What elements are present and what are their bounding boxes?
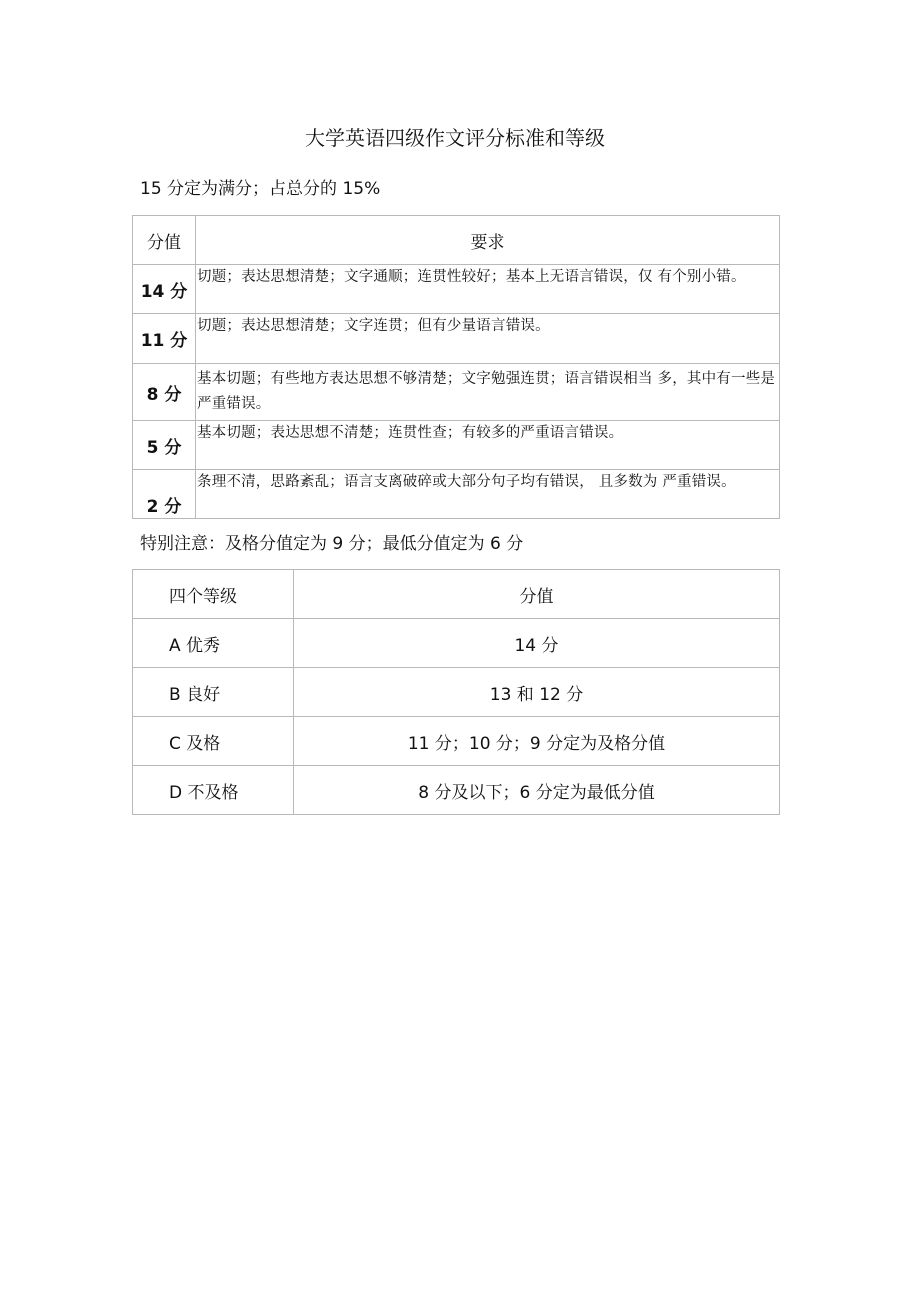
level-cell: A 优秀 (133, 619, 294, 668)
table-row (133, 619, 780, 668)
header-value: 分值 (294, 570, 780, 619)
table-header-row (133, 216, 780, 265)
page-title: 大学英语四级作文评分标准和等级 (305, 126, 605, 150)
header-score: 分值 (133, 216, 196, 265)
level-cell: D 不及格 (133, 766, 294, 815)
table-row (133, 470, 780, 519)
grade-levels-table (132, 569, 780, 815)
requirement-cell: 条理不清，思路紊乱；语言支离破碎或大部分句子均有错误， 且多数为 严重错误。 (196, 470, 780, 519)
score-cell: 2 分 (133, 470, 196, 519)
score-cell: 8 分 (133, 364, 196, 421)
requirement-cell: 切题；表达思想清楚；文字连贯；但有少量语言错误。 (196, 314, 780, 364)
score-cell: 14 分 (133, 265, 196, 314)
value-cell: 11 分；10 分；9 分定为及格分值 (294, 717, 780, 766)
table-header-row (133, 570, 780, 619)
table-row (133, 766, 780, 815)
requirement-cell: 基本切题；表达思想不清楚；连贯性查；有较多的严重语言错误。 (196, 421, 780, 470)
score-cell: 11 分 (133, 314, 196, 364)
full-score-note: 15 分定为满分；占总分的 15% (140, 179, 381, 199)
score-criteria-table (132, 215, 780, 519)
value-cell: 8 分及以下；6 分定为最低分值 (294, 766, 780, 815)
table-row (133, 265, 780, 314)
header-level: 四个等级 (133, 570, 294, 619)
score-cell: 5 分 (133, 421, 196, 470)
value-cell: 13 和 12 分 (294, 668, 780, 717)
level-cell: B 良好 (133, 668, 294, 717)
requirement-cell: 基本切题；有些地方表达思想不够清楚；文字勉强连贯；语言错误相当 多，其中有一些是严重错误。 (196, 364, 780, 421)
level-cell: C 及格 (133, 717, 294, 766)
table-row (133, 421, 780, 470)
table-row (133, 364, 780, 421)
table-row (133, 668, 780, 717)
table-row (133, 314, 780, 364)
requirement-cell: 切题；表达思想清楚；文字通顺；连贯性较好；基本上无语言错误，仅 有个别小错。 (196, 265, 780, 314)
header-requirement: 要求 (196, 216, 780, 265)
special-note: 特别注意：及格分值定为 9 分；最低分值定为 6 分 (140, 534, 524, 554)
value-cell: 14 分 (294, 619, 780, 668)
table-row (133, 717, 780, 766)
